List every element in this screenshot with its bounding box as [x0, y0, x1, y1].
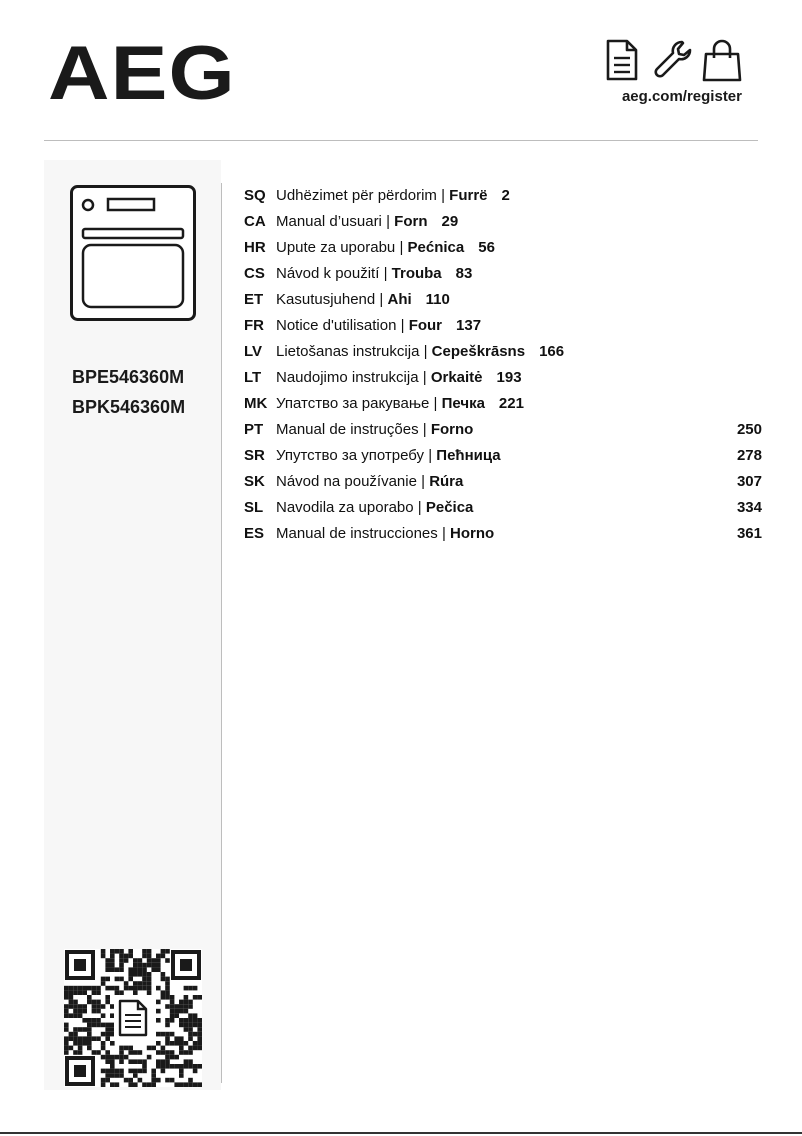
register-url[interactable]: aeg.com/register — [621, 88, 742, 105]
manual-title: Lietošanas instrukcija — [276, 343, 420, 360]
page-number: 166 — [539, 343, 565, 360]
language-code: ET — [244, 291, 264, 308]
product-name: Ahi — [387, 291, 412, 308]
toc-row[interactable] — [244, 394, 762, 420]
wrench-icon — [652, 38, 692, 82]
separator: | — [441, 525, 446, 542]
language-code: SL — [244, 499, 264, 516]
toc-row[interactable] — [244, 290, 762, 316]
page-number: 83 — [455, 265, 473, 282]
toc-row[interactable] — [244, 316, 762, 342]
product-name: Four — [408, 317, 443, 334]
toc-row[interactable] — [244, 446, 762, 472]
separator: | — [417, 499, 422, 516]
language-code: LT — [244, 369, 262, 386]
language-code: ES — [244, 525, 265, 542]
product-name: Horno — [450, 525, 495, 542]
separator: | — [379, 291, 384, 308]
manual-title: Naudojimo instrukcija — [276, 369, 419, 386]
language-code: PT — [244, 421, 264, 438]
toc-row[interactable] — [244, 238, 762, 264]
separator: | — [441, 187, 445, 204]
language-code: LV — [244, 343, 263, 360]
toc-row[interactable] — [244, 524, 762, 550]
separator: | — [433, 395, 438, 412]
shopping-bag-icon — [702, 38, 742, 82]
product-name: Пећница — [436, 447, 501, 464]
manual-title: Manual de instruções — [276, 421, 419, 438]
language-code: SK — [244, 473, 265, 490]
toc-row[interactable] — [244, 342, 762, 368]
separator: | — [428, 447, 433, 464]
manual-title: Navodila za uporabo — [276, 499, 414, 516]
manual-title: Notice d'utilisation — [276, 317, 397, 334]
separator: | — [386, 213, 390, 230]
manual-title: Manual d’usuari — [276, 213, 382, 230]
manual-title: Упатство за ракување — [276, 395, 430, 412]
separator: | — [421, 473, 426, 490]
page-number: 2 — [501, 187, 510, 204]
manual-title: Manual de instrucciones — [276, 525, 438, 542]
product-name: Pečica — [425, 499, 474, 516]
bottom-edge — [0, 1132, 802, 1134]
vertical-divider — [221, 183, 222, 1083]
page-number: 137 — [456, 317, 482, 334]
language-code: MK — [244, 395, 268, 412]
register-icons — [602, 38, 742, 84]
document-icon — [120, 1001, 146, 1035]
product-name: Печка — [441, 395, 485, 412]
language-code: CA — [244, 213, 266, 230]
separator: | — [399, 239, 404, 256]
page-number: 361 — [736, 525, 762, 542]
language-code: SQ — [244, 187, 266, 204]
separator: | — [422, 369, 427, 386]
language-code: HR — [244, 239, 266, 256]
page-number: 334 — [736, 499, 762, 516]
product-name: Furrë — [449, 187, 488, 204]
toc-row[interactable] — [244, 498, 762, 524]
page-number: 307 — [736, 473, 762, 490]
language-code: SR — [244, 447, 265, 464]
manual-title: Kasutusjuhend — [276, 291, 376, 308]
page-number: 29 — [441, 213, 459, 230]
manual-title: Návod na používanie — [276, 473, 417, 490]
toc-row[interactable] — [244, 472, 762, 498]
separator: | — [383, 265, 388, 282]
register-block[interactable] — [602, 38, 742, 105]
separator: | — [423, 343, 428, 360]
manual-title: Упутство за употребу — [276, 447, 425, 464]
page-number: 278 — [736, 447, 762, 464]
qr-code-icon[interactable] — [64, 949, 202, 1087]
model-number: BPK546360M — [72, 397, 186, 417]
toc-row[interactable] — [244, 368, 762, 394]
oven-icon — [70, 185, 196, 321]
aeg-logo: AEG — [48, 31, 236, 116]
separator: | — [400, 317, 405, 334]
product-name: Trouba — [391, 265, 442, 282]
separator: | — [422, 421, 427, 438]
product-name: Cepeškrāsns — [431, 343, 526, 360]
page-number: 56 — [478, 239, 495, 256]
toc-row[interactable] — [244, 186, 762, 212]
page-number: 193 — [496, 369, 522, 386]
language-code: CS — [244, 265, 265, 282]
manual-title: Upute za uporabu — [276, 239, 396, 256]
table-of-contents — [244, 186, 762, 550]
product-name: Pećnica — [407, 239, 465, 256]
page-number: 221 — [498, 395, 524, 412]
top-divider — [44, 140, 758, 141]
page-number: 110 — [425, 291, 450, 308]
model-number: BPE546360M — [72, 367, 185, 387]
manual-title: Návod k použití — [276, 265, 380, 282]
product-name: Forno — [430, 421, 474, 438]
product-name: Rúra — [429, 473, 464, 490]
page-number: 250 — [736, 421, 762, 438]
toc-row[interactable] — [244, 212, 762, 238]
document-icon — [602, 38, 642, 82]
language-code: FR — [244, 317, 264, 334]
product-name: Orkaitė — [430, 369, 483, 386]
product-name: Forn — [394, 213, 428, 230]
toc-row[interactable] — [244, 420, 762, 446]
toc-row[interactable] — [244, 264, 762, 290]
manual-title: Udhëzimet për përdorim — [276, 187, 437, 204]
